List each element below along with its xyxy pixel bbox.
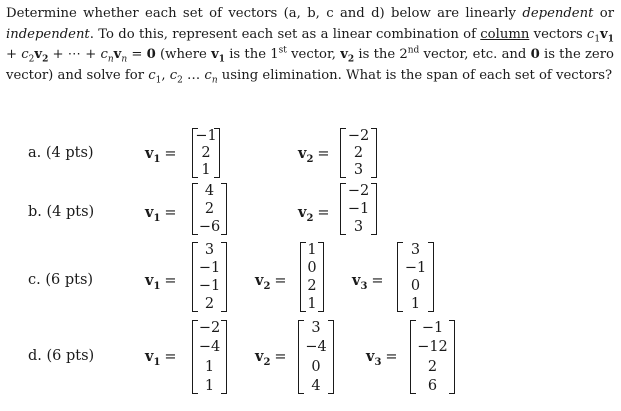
problem-c-v1-matrix: [192, 242, 227, 312]
matrix-entry: −2: [347, 128, 370, 144]
matrix-entry: 0: [410, 278, 421, 294]
problem-c-label: c. (6 pts): [28, 272, 94, 288]
matrix-entry: 6: [427, 377, 438, 394]
matrix-entry: −2: [198, 320, 221, 336]
instructions-paragraph: Determine whether each set of vectors (a, b, c and d) below are linearly dependent or independent. To do this, represent each set as a linear combination of column vectors $c_1v_1 + c_2v_2$ + ⋯ + $c_nv_n = 0$ (where $v_1$ is the 1st vector, $v_2$ is the 2nd vector, etc. and 0 is the zero vector) and solve for $c_1$, $c_2$ … $c_n$ using elimination. What is the span of each set of vectors?: [6, 6, 615, 86]
matrix-entry: −1: [195, 128, 217, 144]
matrix-entry: 1: [204, 377, 215, 394]
matrix-entry: −1: [421, 320, 444, 336]
matrix-entry: −4: [198, 339, 221, 356]
dependent-word: dependent: [522, 6, 594, 21]
matrix-entry: 4: [311, 377, 321, 394]
problem-d-label: d. (6 pts): [28, 348, 95, 364]
problem-c-v3-matrix: [397, 242, 434, 312]
matrix-entry: 3: [204, 242, 215, 258]
matrix-entry: 3: [353, 219, 364, 235]
matrix-entry: 1: [201, 162, 211, 178]
problem-d-v2-matrix: [298, 320, 334, 394]
matrix-entry: 0: [307, 260, 317, 276]
matrix-entry: 4: [204, 183, 215, 199]
problem-d-v1-matrix: [192, 320, 227, 394]
matrix-entry: −4: [305, 339, 327, 356]
matrix-entry: 3: [353, 162, 364, 178]
matrix-entry: −2: [347, 183, 370, 199]
matrix-entry: 2: [353, 145, 364, 161]
problem-d-v3-label: $v_3$ =: [366, 348, 398, 368]
matrix-entry: 0: [311, 358, 321, 375]
matrix-entry: −1: [198, 260, 221, 276]
problem-b-v1-matrix: [192, 183, 227, 235]
problem-c-v2-matrix: [300, 242, 324, 312]
matrix-entry: 1: [204, 358, 215, 375]
problem-c-v2-label: $v_2$ =: [255, 272, 287, 292]
matrix-entry: 2: [204, 296, 215, 312]
problem-d-v2-label: $v_2$ =: [255, 348, 287, 368]
column-word: column: [480, 26, 530, 42]
matrix-entry: −1: [347, 201, 370, 217]
matrix-entry: 1: [307, 242, 317, 258]
matrix-entry: −1: [198, 278, 221, 294]
problem-b-v1-label: $v_1$ =: [145, 204, 177, 224]
problem-a-label: a. (4 pts): [28, 145, 94, 161]
problem-d-v3-matrix: [410, 320, 455, 394]
matrix-entry: 2: [427, 358, 438, 375]
matrix-entry: −1: [404, 260, 427, 276]
problem-a-v1-label: $v_1$ =: [145, 145, 177, 165]
problem-c-v3-label: $v_3$ =: [352, 272, 384, 292]
matrix-entry: 1: [410, 296, 421, 312]
problem-a-v1-matrix: [192, 128, 220, 178]
matrix-entry: 2: [201, 145, 211, 161]
matrix-entry: 1: [307, 296, 317, 312]
matrix-entry: 3: [410, 242, 421, 258]
matrix-entry: 2: [307, 278, 317, 294]
problem-b-v2-matrix: [340, 183, 377, 235]
problem-c-v1-label: $v_1$ =: [145, 272, 177, 292]
matrix-entry: 2: [204, 201, 215, 217]
independent-word: independent: [6, 26, 90, 42]
matrix-entry: −6: [198, 219, 221, 235]
problem-a-v2-matrix: [340, 128, 377, 178]
matrix-entry: −12: [417, 339, 448, 356]
problem-b-v2-label: $v_2$ =: [298, 204, 330, 224]
matrix-entry: 3: [311, 320, 321, 336]
problem-b-label: b. (4 pts): [28, 204, 95, 220]
problem-a-v2-label: $v_2$ =: [298, 145, 330, 165]
problem-d-v1-label: $v_1$ =: [145, 348, 177, 368]
